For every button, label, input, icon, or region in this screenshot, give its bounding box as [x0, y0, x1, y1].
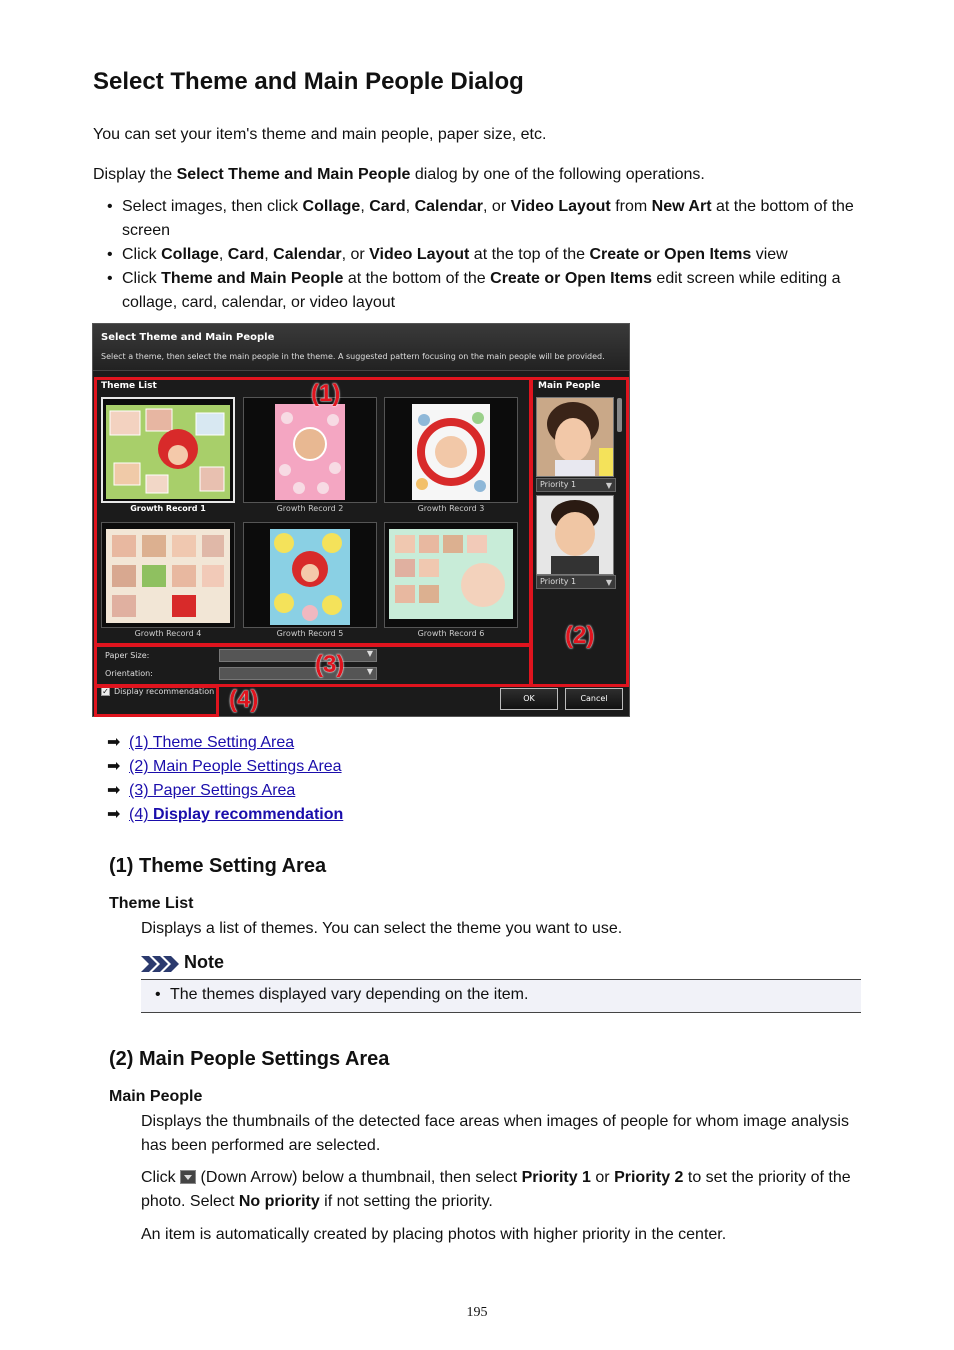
section-heading-theme-setting-area: (1) Theme Setting Area [109, 855, 327, 877]
main-people-description: Displays the thumbnails of the detected face areas when images of people for whom image analysis has been performed are selected. [141, 1113, 849, 1154]
note-label: Note [184, 952, 224, 972]
display-instruction: Display the Select Theme and Main People dialog by one of the following operations. [93, 166, 705, 183]
dialog-screenshot [92, 323, 630, 717]
arrow-right-icon: ➡ [107, 758, 121, 775]
dialog-header [93, 324, 629, 371]
term-main-people: Main People [109, 1088, 203, 1105]
note-chevrons-icon [141, 954, 181, 974]
orientation-label: Orientation: [105, 669, 153, 678]
note-box: • The themes displayed vary depending on the item. [141, 979, 861, 1013]
priority-dropdown-2-value: Priority 1 [540, 577, 577, 586]
callout-label-1: (1) [311, 380, 341, 407]
display-recommendation-label: Display recommendation [114, 687, 215, 696]
auto-placement-note: An item is automatically created by placing photos with higher priority in the center. [141, 1226, 727, 1243]
cancel-button[interactable]: Cancel [565, 688, 623, 710]
chevron-down-icon: ▼ [366, 649, 373, 658]
page-number: 195 [466, 1305, 488, 1320]
callout-label-3: (3) [315, 651, 345, 678]
theme-caption-4: Growth Record 4 [134, 629, 202, 638]
link-display-recommendation[interactable]: (4) Display recommendation [129, 806, 344, 823]
theme-caption-6: Growth Record 6 [417, 629, 485, 638]
main-people-label: Main People [538, 381, 601, 391]
arrow-right-icon: ➡ [107, 734, 121, 751]
display-recommendation-checkbox[interactable]: ✓ [102, 687, 109, 696]
dialog-title: Select Theme and Main People [101, 332, 275, 343]
chevron-down-icon: ▼ [366, 667, 373, 676]
callout-label-4: (4) [229, 686, 259, 713]
priority-instruction: Click (Down Arrow) below a thumbnail, then select Priority 1 or Priority 2 to set the priority of the photo. Select No priority if not setting the priority. [141, 1169, 851, 1210]
priority-dropdown-1-value: Priority 1 [540, 480, 577, 489]
arrow-right-icon: ➡ [107, 782, 121, 799]
paper-size-label: Paper Size: [105, 651, 150, 660]
section-heading-main-people-settings-area: (2) Main People Settings Area [109, 1048, 390, 1070]
term-theme-list: Theme List [109, 895, 194, 912]
callout-box-display-recommendation [94, 685, 219, 717]
link-main-people-settings-area[interactable]: (2) Main People Settings Area [129, 758, 342, 775]
intro-text: You can set your item's theme and main people, paper size, etc. [93, 126, 547, 143]
theme-caption-1: Growth Record 1 [130, 504, 206, 513]
bullet-item-2: • Click Collage, Card, Calendar, or Video Layout at the top of the Create or Open Items view [107, 246, 788, 263]
link-paper-settings-area[interactable]: (3) Paper Settings Area [129, 782, 296, 799]
dialog-subtitle: Select a theme, then select the main people in the theme. A suggested pattern focusing on the main people will be provided. [101, 352, 605, 361]
down-arrow-icon [180, 1170, 196, 1184]
chevron-down-icon: ▼ [605, 481, 612, 490]
theme-caption-2: Growth Record 2 [276, 504, 344, 513]
ok-button[interactable]: OK [500, 688, 558, 710]
callout-label-2: (2) [565, 622, 595, 649]
bullet-item-1: • Select images, then click Collage, Card, Calendar, or Video Layout from New Art at the bottom of the screen [107, 198, 854, 239]
theme-caption-5: Growth Record 5 [276, 629, 344, 638]
note-text: The themes displayed vary depending on the item. [170, 986, 529, 1003]
theme-caption-3: Growth Record 3 [417, 504, 485, 513]
callout-box-paper-area [94, 644, 532, 687]
page-title: Select Theme and Main People Dialog [93, 68, 524, 95]
bullet-item-3: • Click Theme and Main People at the bottom of the Create or Open Items edit screen while editing a collage, card, calendar, or video layout [107, 270, 841, 311]
link-theme-setting-area[interactable]: (1) Theme Setting Area [129, 734, 295, 751]
callout-box-theme-area [94, 377, 532, 646]
arrow-right-icon: ➡ [107, 806, 121, 823]
theme-list-label: Theme List [101, 381, 157, 391]
theme-list-description: Displays a list of themes. You can select the theme you want to use. [141, 920, 623, 937]
chevron-down-icon: ▼ [605, 578, 612, 587]
